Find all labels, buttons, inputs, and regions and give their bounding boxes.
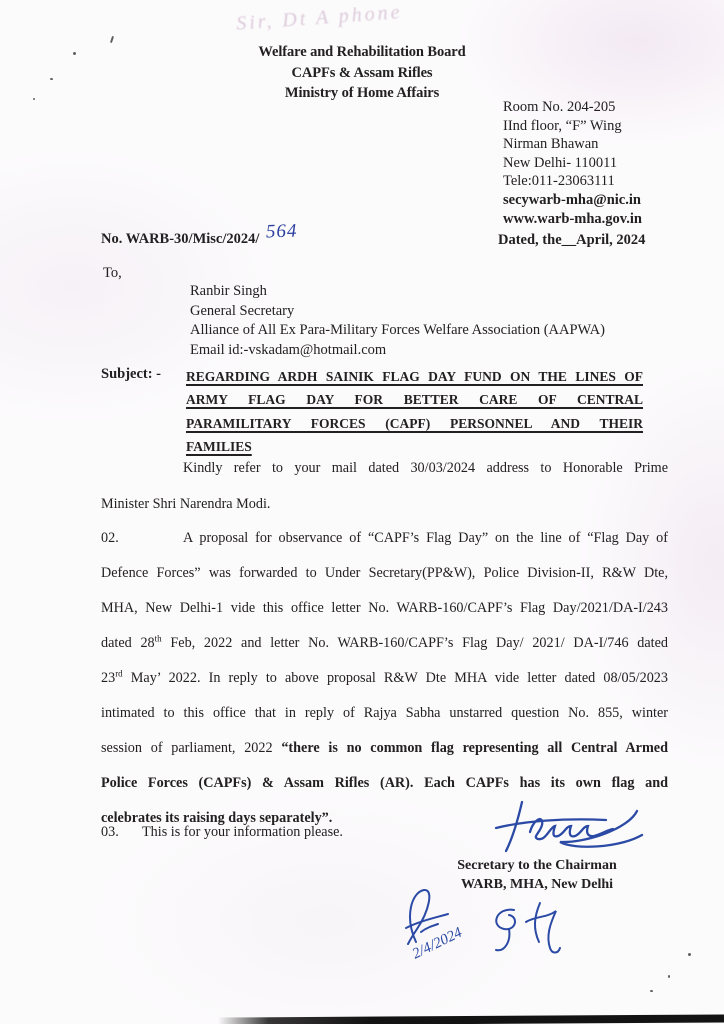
body-line: Defence Forces” was forwarded to Under Secretary(PP&W), Police Division-II, R&W Dte, xyxy=(101,565,668,581)
dust-speck xyxy=(650,990,653,992)
signatory-title: Secretary to the Chairman xyxy=(457,858,617,873)
paragraph-2 xyxy=(101,521,668,836)
subject-line: FAMILIES xyxy=(186,439,252,455)
subject-text xyxy=(186,365,643,459)
signature-scribble xyxy=(494,799,644,855)
org-division: CAPFs & Assam Rifles xyxy=(291,64,433,81)
body-line: Police Forces (CAPFs) & Assam Rifles (AR). Each CAPFs has its own flag and xyxy=(101,775,668,791)
body-line: dated 28th Feb, 2022 and letter No. WARB-160/CAPF’s Flag Day/ 2021/ DA-I/746 dated xyxy=(101,633,668,651)
body-line: intimated to this office that in reply of Rajya Sabha unstarred question No. 855, winter xyxy=(101,705,668,721)
letterhead xyxy=(0,42,724,104)
paragraph-3-text: This is for your information please. xyxy=(142,824,343,840)
body-line: Kindly refer to your mail dated 30/03/2024 address to Honorable Prime xyxy=(183,460,668,476)
org-name: Welfare and Rehabilitation Board xyxy=(258,44,466,60)
paragraph-3-number: 03. xyxy=(101,824,119,840)
letter-date: Dated, the__April, 2024 xyxy=(498,232,646,248)
recipient-designation: General Secretary xyxy=(190,302,295,319)
dust-speck xyxy=(50,78,53,80)
address-phone: Tele:011-23063111 xyxy=(503,173,615,190)
dust-speck xyxy=(668,975,670,978)
approval-scribble xyxy=(482,898,574,962)
address-floor: IInd floor, “F” Wing xyxy=(503,117,622,134)
body-line: session of parliament, 2022 “there is no common flag representing all Central Armed xyxy=(101,740,668,756)
signatory-office: WARB, MHA, New Delhi xyxy=(460,876,614,892)
body-line: A proposal for observance of “CAPF’s Flag Day” on the line of “Flag Day of xyxy=(183,530,668,546)
recipient-name: Ranbir Singh xyxy=(190,283,267,299)
dust-speck xyxy=(688,953,691,956)
recipient-organization: Alliance of All Ex Para-Military Forces Welfare Association (AAPWA) xyxy=(190,322,605,338)
handwritten-serial-number: 564 xyxy=(265,220,298,243)
office-email: secywarb-mha@nic.in xyxy=(503,191,641,208)
office-website: www.warb-mha.gov.in xyxy=(503,210,642,227)
recipient-salutation: To, xyxy=(103,265,122,281)
reference-number: No. WARB-30/Misc/2024/ xyxy=(101,231,260,247)
dust-speck xyxy=(33,98,35,100)
office-address-block xyxy=(503,98,642,228)
org-ministry: Ministry of Home Affairs xyxy=(284,85,440,101)
address-city: New Delhi- 110011 xyxy=(503,154,618,171)
body-line: Minister Shri Narendra Modi. xyxy=(101,496,271,512)
scan-edge-shadow xyxy=(218,1014,724,1024)
dust-speck xyxy=(73,52,76,55)
paragraph-1 xyxy=(101,450,668,522)
subject-line: ARMY FLAG DAY FOR BETTER CARE OF CENTRAL xyxy=(186,392,643,408)
initials-with-date xyxy=(390,884,490,962)
ghost-handwriting-note: Sir, Dt A phone xyxy=(235,1,404,35)
subject-line: PARAMILITARY FORCES (CAPF) PERSONNEL AND THEIR xyxy=(186,415,643,431)
recipient-email: Email id:-vskadam@hotmail.com xyxy=(190,341,387,358)
address-room: Room No. 204-205 xyxy=(503,99,616,115)
body-line: celebrates its raising days separately”. xyxy=(101,810,333,826)
recipient-block xyxy=(190,282,605,360)
body-line: 23rd May’ 2022. In reply to above proposal R&W Dte MHA vide letter dated 08/05/2023 xyxy=(101,668,668,686)
paragraph-2-number: 02. xyxy=(101,530,119,546)
body-line: MHA, New Delhi-1 vide this office letter No. WARB-160/CAPF’s Flag Day/2021/DA-I/243 xyxy=(101,600,668,616)
address-building: Nirman Bhawan xyxy=(503,136,599,153)
subject-label: Subject: - xyxy=(101,366,162,382)
handwritten-date: 2/4/2024 xyxy=(409,924,465,962)
subject-line: REGARDING ARDH SAINIK FLAG DAY FUND ON THE LINES OF xyxy=(186,369,643,384)
